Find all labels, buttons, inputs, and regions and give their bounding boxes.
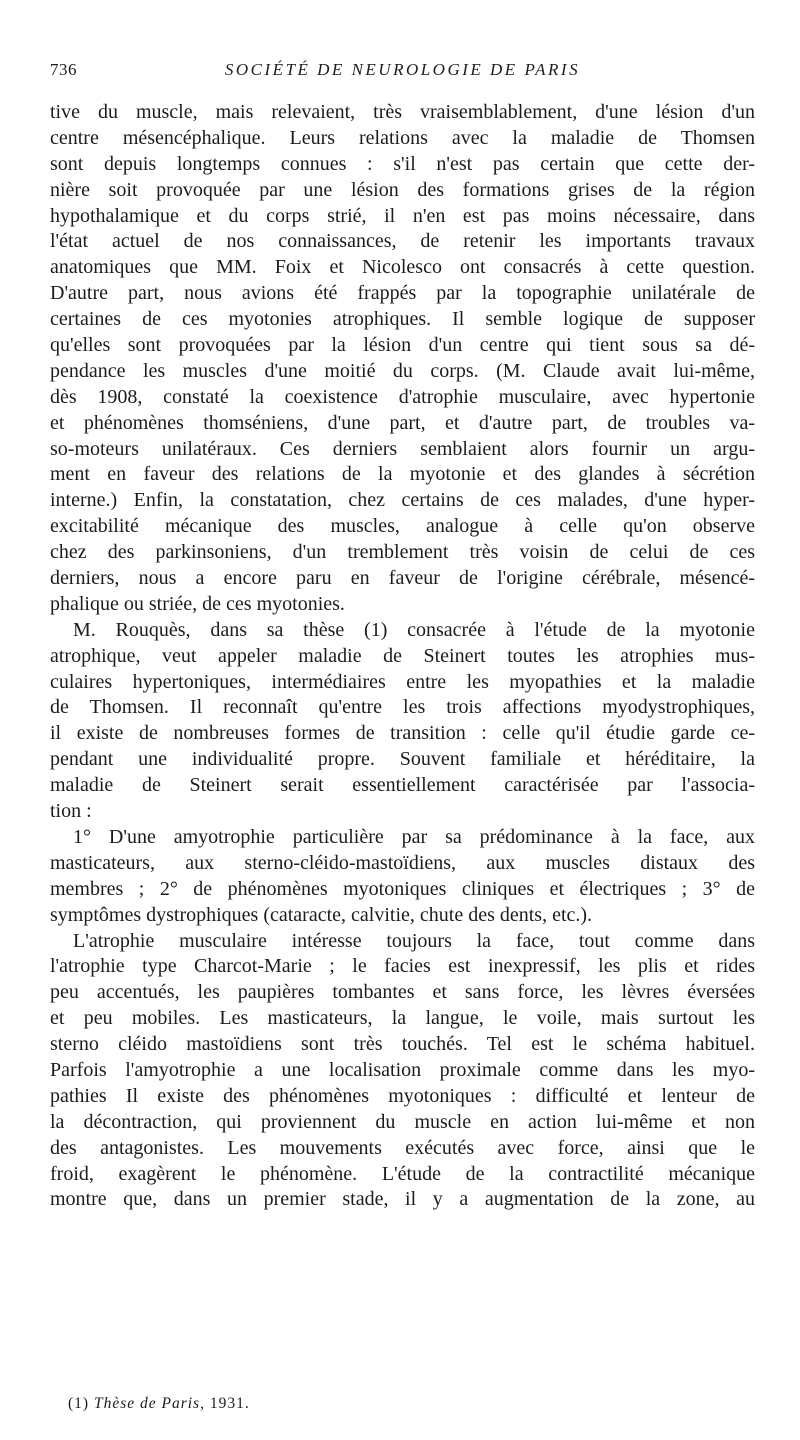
text-line: certaines de ces myotonies atrophiques. Il semble logique de supposer <box>50 308 755 331</box>
page-number: 736 <box>50 60 77 79</box>
text-line: pathies Il existe des phénomènes myotoniques : difficulté et lenteur de <box>50 1084 755 1107</box>
text-line: derniers, nous a encore paru en faveur de l'origine cérébrale, mésencé- <box>50 567 755 590</box>
footnote <box>68 1395 250 1413</box>
text-line: et peu mobiles. Les masticateurs, la langue, le voile, mais surtout les <box>50 1007 755 1030</box>
text-line: interne.) Enfin, la constatation, chez certains de ces malades, d'une hyper- <box>50 489 755 512</box>
page-header <box>50 60 755 86</box>
text-line: qu'elles sont provoquées par la lésion d'un centre qui tient sous sa dé- <box>50 334 755 357</box>
text-line: Parfois l'amyotrophie a une localisation proximale comme dans les myo- <box>50 1058 755 1081</box>
text-line: sont depuis longtemps connues : s'il n'est pas certain que cette der- <box>50 152 755 175</box>
text-line: centre mésencéphalique. Leurs relations avec la maladie de Thomsen <box>50 126 755 149</box>
text-line: L'atrophie musculaire intéresse toujours la face, tout comme dans <box>73 929 755 952</box>
text-line: symptômes dystrophiques (cataracte, calvitie, chute des dents, etc.). <box>50 903 593 926</box>
text-line: D'autre part, nous avions été frappés par la topographie unilatérale de <box>50 282 755 305</box>
text-line: ment en faveur des relations de la myotonie et des glandes à sécrétion <box>50 463 755 486</box>
text-line: hypothalamique et du corps strié, il n'en est pas moins nécessaire, dans <box>50 204 755 227</box>
text-line: maladie de Steinert serait essentiellement caractérisée par l'associa- <box>50 774 755 797</box>
text-line: de Thomsen. Il reconnaît qu'entre les trois affections myodystrophiques, <box>50 696 755 719</box>
text-line: froid, exagèrent le phénomène. L'étude de la contractilité mécanique <box>50 1162 755 1185</box>
text-line: 1° D'une amyotrophie particulière par sa prédominance à la face, aux <box>73 825 755 848</box>
text-line: membres ; 2° de phénomènes myotoniques cliniques et électriques ; 3° de <box>50 877 755 900</box>
body-text <box>50 100 755 1213</box>
text-line: masticateurs, aux sterno-cléido-mastoïdiens, aux muscles distaux des <box>50 851 755 874</box>
text-line: et phénomènes thomséniens, d'une part, et d'autre part, de troubles va- <box>50 411 755 434</box>
text-line: culaires hypertoniques, intermédiaires entre les myopathies et la maladie <box>50 670 755 693</box>
text-line: tive du muscle, mais relevaient, très vraisemblablement, d'une lésion d'un <box>50 101 755 123</box>
footnote-citation: Thèse de Paris, <box>93 1395 205 1412</box>
text-line: sterno cléido mastoïdiens sont très touchés. Tel est le schéma habituel. <box>50 1033 755 1056</box>
text-line: peu accentués, les paupières tombantes et sans force, les lèvres éversées <box>50 981 755 1004</box>
text-line: des antagonistes. Les mouvements exécutés avec force, ainsi que le <box>50 1136 755 1159</box>
text-line: phalique ou striée, de ces myotonies. <box>50 592 345 615</box>
footnote-year: 1931. <box>209 1395 250 1412</box>
text-line: atrophique, veut appeler maladie de Steinert toutes les atrophies mus- <box>50 644 755 667</box>
running-title: SOCIÉTÉ DE NEUROLOGIE DE PARIS <box>224 60 581 79</box>
text-line: montre que, dans un premier stade, il y a augmentation de la zone, au <box>50 1188 755 1211</box>
text-line: M. Rouquès, dans sa thèse (1) consacrée à l'étude de la myotonie <box>73 618 755 641</box>
text-line: chez des parkinsoniens, d'un tremblement très voisin de celui de ces <box>50 541 755 564</box>
text-line: l'état actuel de nos connaissances, de retenir les importants travaux <box>50 230 755 253</box>
text-line: la décontraction, qui proviennent du muscle en action lui-même et non <box>50 1110 755 1133</box>
text-line: l'atrophie type Charcot-Marie ; le facies est inexpressif, les plis et rides <box>50 955 755 978</box>
text-line: pendance les muscles d'une moitié du corps. (M. Claude avait lui-même, <box>50 359 755 382</box>
text-line: anatomiques que MM. Foix et Nicolesco ont consacrés à cette question. <box>50 256 755 279</box>
text-line: dès 1908, constaté la coexistence d'atrophie musculaire, avec hypertonie <box>50 385 755 408</box>
text-line: excitabilité mécanique des muscles, analogue à celle qu'on observe <box>50 515 755 538</box>
text-line: pendant une individualité propre. Souvent familiale et héréditaire, la <box>50 748 755 771</box>
text-line: nière soit provoquée par une lésion des formations grises de la région <box>50 178 755 201</box>
text-line: so-moteurs unilatéraux. Ces derniers semblaient alors fournir un argu- <box>50 437 755 460</box>
footnote-marker: (1) <box>68 1395 90 1412</box>
text-line: tion : <box>50 800 92 823</box>
text-line: il existe de nombreuses formes de transition : celle qu'il étudie garde ce- <box>50 722 755 745</box>
